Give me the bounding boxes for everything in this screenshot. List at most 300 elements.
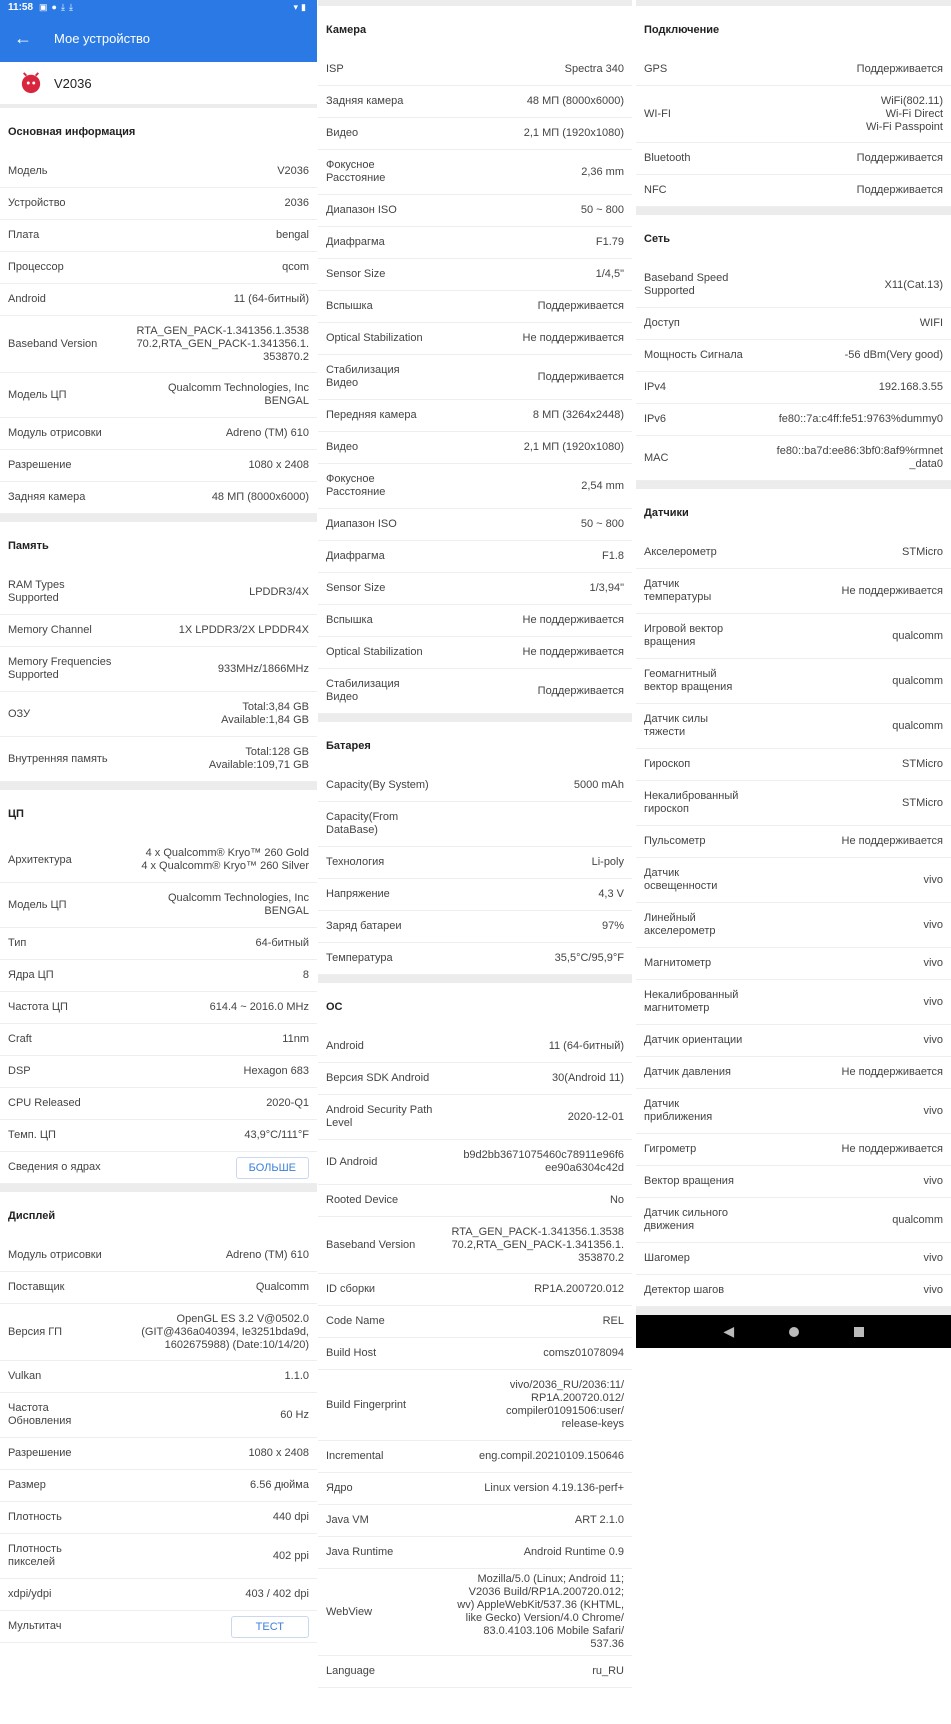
info-label: Детектор шагов xyxy=(644,1284,725,1296)
info-label: Частота Обновления xyxy=(8,1402,72,1427)
info-label: Bluetooth xyxy=(644,152,691,164)
info-row xyxy=(636,781,951,826)
info-row xyxy=(318,323,632,355)
info-row xyxy=(0,284,317,316)
device-header xyxy=(0,62,317,108)
info-value: RTA_GEN_PACK-1.341356.1.3538 70.2,RTA_GEN_PACK-1.341356.1. 353870.2 xyxy=(451,1225,624,1264)
info-label: Заряд батареи xyxy=(326,920,402,932)
info-label: CPU Released xyxy=(8,1097,81,1109)
info-value: 4 x Qualcomm® Kryo™ 260 Gold 4 x Qualcomm® Kryo™ 260 Silver xyxy=(141,847,309,872)
section-title: Основная информация xyxy=(8,126,136,138)
info-label: Capacity(By System) xyxy=(326,779,429,791)
info-value: bengal xyxy=(275,229,309,241)
info-value: Hexagon 683 xyxy=(243,1065,309,1077)
info-value: Spectra 340 xyxy=(564,63,624,75)
section-title: ЦП xyxy=(8,808,24,820)
section-connectivity xyxy=(636,6,951,207)
info-value: Li-poly xyxy=(591,856,624,868)
info-label: Стабилизация Видео xyxy=(326,678,400,703)
info-label: Memory Channel xyxy=(8,624,92,636)
info-label: Датчик освещенности xyxy=(644,867,718,892)
notification-icons: ▣●⤓⤓ xyxy=(39,1,77,12)
app-bar xyxy=(0,14,317,62)
info-label: Диафрагма xyxy=(326,550,385,562)
info-value: LPDDR3/4X xyxy=(249,585,309,598)
info-label: Вспышка xyxy=(326,614,373,626)
section-title: Подключение xyxy=(644,24,720,36)
info-value: vivo xyxy=(923,995,943,1008)
info-row xyxy=(636,537,951,569)
info-value: Поддерживается xyxy=(537,370,624,383)
info-label: Диафрагма xyxy=(326,236,385,248)
info-value: 48 МП (8000x6000) xyxy=(211,491,309,503)
info-label: Java VM xyxy=(326,1514,369,1526)
system-icons: ▾▮ xyxy=(293,1,309,12)
section-title: Сеть xyxy=(644,233,671,245)
info-value: qcom xyxy=(282,261,309,273)
info-label: ID Android xyxy=(326,1155,378,1168)
info-row xyxy=(636,175,951,207)
info-label: Стабилизация Видео xyxy=(326,364,400,389)
info-row xyxy=(636,54,951,86)
info-value: Поддерживается xyxy=(856,152,943,164)
multitouch-label: Мультитач xyxy=(8,1620,62,1632)
info-row xyxy=(318,195,632,227)
info-value: Не поддерживается xyxy=(522,332,624,344)
info-value: 8 xyxy=(302,969,309,981)
section-sensors xyxy=(636,489,951,1307)
info-label: Sensor Size xyxy=(326,268,386,280)
info-row xyxy=(636,436,951,481)
info-row xyxy=(0,1088,317,1120)
info-value: F1.8 xyxy=(601,550,624,562)
info-value: 48 МП (8000x6000) xyxy=(526,95,624,107)
info-value: 1/4,5" xyxy=(595,268,624,280)
info-label: Передняя камера xyxy=(326,409,417,421)
info-row xyxy=(0,928,317,960)
info-row xyxy=(0,373,317,418)
info-label: Диапазон ISO xyxy=(326,204,397,216)
info-label: Акселерометр xyxy=(644,546,717,558)
info-label: Разрешение xyxy=(8,459,72,471)
info-value: vivo xyxy=(923,1252,943,1264)
info-row xyxy=(0,737,317,782)
info-label: Фокусное Расстояние xyxy=(326,473,386,498)
info-label: Build Fingerprint xyxy=(326,1398,407,1411)
info-value: STMicro xyxy=(902,796,943,809)
info-row xyxy=(636,308,951,340)
info-value: 30(Android 11) xyxy=(552,1072,624,1084)
info-label: Build Host xyxy=(326,1347,377,1359)
info-label: Incremental xyxy=(326,1450,384,1462)
info-value: 64-битный xyxy=(255,937,309,949)
info-label: Линейный акселерометр xyxy=(644,912,716,937)
section-battery xyxy=(318,722,632,975)
info-label: Архитектура xyxy=(8,853,72,866)
info-label: Версия ГП xyxy=(8,1325,63,1338)
info-row xyxy=(0,1240,317,1272)
section-basic-info xyxy=(0,108,317,514)
info-value: 402 ppi xyxy=(272,1549,309,1562)
status-bar xyxy=(0,0,317,14)
info-label: Датчик давления xyxy=(644,1066,731,1078)
info-row xyxy=(0,615,317,647)
info-row xyxy=(318,432,632,464)
divider xyxy=(636,1307,951,1315)
info-value: 1X LPDDR3/2X LPDDR4X xyxy=(178,624,309,636)
info-row xyxy=(318,637,632,669)
info-row xyxy=(636,659,951,704)
info-label: Baseband Version xyxy=(326,1238,416,1251)
test-button[interactable]: ТЕСТ xyxy=(231,1616,309,1638)
section-camera xyxy=(318,6,632,714)
info-row xyxy=(318,86,632,118)
info-label: Магнитометр xyxy=(644,957,712,969)
divider xyxy=(0,782,317,790)
info-value: Linux version 4.19.136-perf+ xyxy=(484,1482,624,1494)
section-title: ОС xyxy=(326,1001,343,1013)
info-label: Диапазон ISO xyxy=(326,518,397,530)
section-memory xyxy=(0,522,317,782)
section-network xyxy=(636,215,951,481)
info-row xyxy=(0,838,317,883)
info-label: Модуль отрисовки xyxy=(8,1249,102,1261)
info-label: Language xyxy=(326,1665,375,1677)
info-label: Внутренняя память xyxy=(8,752,108,765)
info-value: F1.79 xyxy=(595,236,624,248)
column-left xyxy=(0,0,317,1643)
info-value: 933MHz/1866MHz xyxy=(217,662,309,675)
nav-recents-icon[interactable] xyxy=(854,1327,864,1337)
info-row xyxy=(636,143,951,175)
info-value: Qualcomm Technologies, Inc BENGAL xyxy=(167,382,309,407)
info-row xyxy=(318,1306,632,1338)
info-value: V2036 xyxy=(277,165,309,177)
info-row xyxy=(0,1579,317,1611)
info-value: 11nm xyxy=(282,1033,309,1045)
info-row xyxy=(636,1198,951,1243)
info-value: WiFi(802.11) Wi-Fi Direct Wi-Fi Passpoint xyxy=(865,94,943,133)
info-label: Ядра ЦП xyxy=(8,969,54,981)
section-title: Датчики xyxy=(644,507,689,519)
info-label: Android Security Path Level xyxy=(326,1104,433,1129)
info-label: Задняя камера xyxy=(326,95,404,107)
info-row xyxy=(318,464,632,509)
info-row xyxy=(0,1361,317,1393)
info-row xyxy=(318,847,632,879)
info-value: fe80::ba7d:ee86:3bf0:8af9%rmnet _data0 xyxy=(776,445,943,470)
info-label: Rooted Device xyxy=(326,1194,399,1206)
device-name: V2036 xyxy=(54,75,92,91)
info-label: xdpi/ydpi xyxy=(8,1588,52,1600)
info-label: Частота ЦП xyxy=(8,1001,68,1013)
navigation-bar xyxy=(636,1315,951,1348)
info-label: Шагомер xyxy=(644,1252,690,1264)
info-value: 1.1.0 xyxy=(284,1370,309,1382)
info-value: ru_RU xyxy=(592,1665,624,1677)
info-row xyxy=(636,86,951,143)
info-value: b9d2bb3671075460c78911e96f6 ee90a6304c42d xyxy=(463,1149,624,1174)
info-label: Плата xyxy=(8,229,40,241)
info-label: ID сборки xyxy=(326,1283,376,1295)
app-bar-title: Мое устройство xyxy=(54,30,151,46)
info-row xyxy=(636,614,951,659)
info-label: Java Runtime xyxy=(326,1546,394,1558)
info-row xyxy=(0,570,317,615)
info-label: Процессор xyxy=(8,261,64,273)
info-value: qualcomm xyxy=(892,674,943,687)
info-label: Датчик ориентации xyxy=(644,1034,743,1046)
info-value: 43,9°C/111°F xyxy=(244,1129,309,1141)
info-value: 403 / 402 dpi xyxy=(245,1588,309,1600)
info-row xyxy=(636,1166,951,1198)
nav-back-icon[interactable]: ◀ xyxy=(723,1323,735,1339)
info-value: 97% xyxy=(601,920,624,932)
info-row xyxy=(318,802,632,847)
info-label: Плотность пикселей xyxy=(8,1543,62,1568)
info-value: 440 dpi xyxy=(272,1511,309,1523)
info-value: Поддерживается xyxy=(856,63,943,75)
info-value: 1080 x 2408 xyxy=(248,1447,309,1459)
info-label: Датчик сильного движения xyxy=(644,1207,728,1232)
info-row xyxy=(636,858,951,903)
info-value: 2,1 МП (1920x1080) xyxy=(523,441,624,453)
info-value: OpenGL ES 3.2 V@0502.0 (GIT@436a040394, Ie3251bda9d, 1602675988) (Date:10/14/20) xyxy=(141,1312,309,1351)
divider xyxy=(636,481,951,489)
divider xyxy=(318,714,632,722)
info-row xyxy=(318,1274,632,1306)
info-row xyxy=(318,879,632,911)
info-value: comsz01078094 xyxy=(543,1347,624,1359)
back-arrow-icon[interactable]: ← xyxy=(14,27,32,48)
info-value: Adreno (TM) 610 xyxy=(225,1249,309,1261)
info-label: Code Name xyxy=(326,1315,385,1327)
info-label: Разрешение xyxy=(8,1447,72,1459)
info-label: Датчик силы тяжести xyxy=(644,713,709,738)
info-row xyxy=(636,372,951,404)
section-title: Камера xyxy=(326,24,367,36)
multitouch-row xyxy=(0,1611,317,1643)
info-label: Игровой вектор вращения xyxy=(644,623,724,648)
info-row xyxy=(318,509,632,541)
info-value: Total:128 GB Available:109,71 GB xyxy=(208,746,309,771)
info-label: Ядро xyxy=(326,1482,353,1494)
info-value: 35,5°C/95,9°F xyxy=(554,952,624,964)
info-value: 1080 x 2408 xyxy=(248,459,309,471)
info-row xyxy=(636,826,951,858)
info-value: Qualcomm Technologies, Inc BENGAL xyxy=(167,892,309,917)
info-label: Темп. ЦП xyxy=(8,1129,56,1141)
info-row xyxy=(0,450,317,482)
info-label: Температура xyxy=(326,952,393,964)
info-label: GPS xyxy=(644,63,668,75)
info-row xyxy=(636,569,951,614)
info-value: STMicro xyxy=(902,546,943,558)
info-row xyxy=(0,1304,317,1361)
info-label: Вспышка xyxy=(326,300,373,312)
info-value: RP1A.200720.012 xyxy=(534,1283,624,1295)
info-value: No xyxy=(609,1194,624,1206)
divider xyxy=(318,975,632,983)
info-row xyxy=(0,647,317,692)
info-label: IPv6 xyxy=(644,413,667,425)
section-cpu xyxy=(0,790,317,1152)
info-row xyxy=(0,960,317,992)
info-row xyxy=(636,1243,951,1275)
info-row xyxy=(318,1505,632,1537)
info-row xyxy=(318,1656,632,1688)
section-title: Батарея xyxy=(326,740,371,752)
info-value: Не поддерживается xyxy=(522,646,624,658)
info-label: ISP xyxy=(326,63,344,75)
info-value: -56 dBm(Very good) xyxy=(844,349,943,361)
info-row xyxy=(636,1089,951,1134)
info-label: Видео xyxy=(326,127,359,139)
info-value: 2,36 mm xyxy=(581,165,624,178)
info-row xyxy=(0,482,317,514)
info-row xyxy=(636,704,951,749)
info-label: Некалиброванный магнитометр xyxy=(644,989,739,1014)
info-value: Не поддерживается xyxy=(841,1143,943,1155)
info-value: 4,3 V xyxy=(598,888,624,900)
info-label: Задняя камера xyxy=(8,491,86,503)
info-value: 614.4 ~ 2016.0 MHz xyxy=(209,1001,309,1013)
info-value: vivo/2036_RU/2036:11/ RP1A.200720.012/ compiler01091506:user/ release-keys xyxy=(505,1379,624,1430)
info-row xyxy=(0,220,317,252)
info-label: Baseband Speed Supported xyxy=(644,272,729,297)
info-value: 2020-Q1 xyxy=(266,1097,309,1109)
info-value: Не поддерживается xyxy=(841,584,943,597)
info-value: X11(Cat.13) xyxy=(884,278,943,291)
info-value: Поддерживается xyxy=(856,184,943,196)
info-row xyxy=(0,883,317,928)
info-value: 2,1 МП (1920x1080) xyxy=(523,127,624,139)
info-value: 2036 xyxy=(284,197,309,209)
info-row xyxy=(636,263,951,308)
info-row xyxy=(318,259,632,291)
info-label: DSP xyxy=(8,1065,31,1077)
info-label: NFC xyxy=(644,184,667,196)
info-value: ART 2.1.0 xyxy=(574,1514,624,1526)
info-row xyxy=(318,541,632,573)
info-label: Версия SDK Android xyxy=(326,1072,430,1084)
more-button[interactable]: БОЛЬШЕ xyxy=(236,1157,309,1179)
info-label: MAC xyxy=(644,451,669,464)
info-value: qualcomm xyxy=(892,1213,943,1226)
info-label: Модель ЦП xyxy=(8,898,67,911)
info-value: 50 ~ 800 xyxy=(580,518,624,530)
info-value: Android Runtime 0.9 xyxy=(523,1546,624,1558)
info-row xyxy=(0,1120,317,1152)
info-row xyxy=(318,150,632,195)
info-row xyxy=(0,1502,317,1534)
info-value: vivo xyxy=(923,918,943,931)
info-label: Датчик приближения xyxy=(644,1098,713,1123)
info-label: Фокусное Расстояние xyxy=(326,159,386,184)
info-value: Не поддерживается xyxy=(522,614,624,626)
info-row xyxy=(636,948,951,980)
column-right xyxy=(636,0,951,1348)
info-value: 6.56 дюйма xyxy=(250,1479,309,1491)
info-row xyxy=(318,1063,632,1095)
column-middle xyxy=(318,0,632,1688)
info-row xyxy=(636,1134,951,1166)
info-value: 5000 mAh xyxy=(573,779,624,791)
info-value: qualcomm xyxy=(892,629,943,642)
info-value: 8 МП (3264x2448) xyxy=(532,409,624,421)
info-value: Поддерживается xyxy=(537,300,624,312)
info-row xyxy=(0,1024,317,1056)
info-row xyxy=(318,573,632,605)
info-value: vivo xyxy=(923,873,943,886)
info-row xyxy=(318,227,632,259)
info-row xyxy=(318,669,632,714)
status-time: 11:58 xyxy=(8,1,34,13)
section-title: Память xyxy=(8,540,49,552)
info-label: RAM Types Supported xyxy=(8,579,65,604)
info-row xyxy=(0,1438,317,1470)
info-row xyxy=(318,1370,632,1441)
info-label: Плотность xyxy=(8,1511,62,1523)
info-row xyxy=(0,1272,317,1304)
info-row xyxy=(318,1140,632,1185)
info-value: vivo xyxy=(923,1284,943,1296)
info-row xyxy=(636,980,951,1025)
info-value: vivo xyxy=(923,957,943,969)
section-os xyxy=(318,983,632,1688)
info-label: Гироскоп xyxy=(644,758,691,770)
info-value: qualcomm xyxy=(892,719,943,732)
info-row xyxy=(636,404,951,436)
nav-home-icon[interactable] xyxy=(789,1327,799,1337)
info-value: 2020-12-01 xyxy=(567,1110,624,1123)
info-value: vivo xyxy=(923,1104,943,1117)
info-row xyxy=(636,749,951,781)
info-label: WI-FI xyxy=(644,107,671,120)
info-label: Memory Frequencies Supported xyxy=(8,656,112,681)
info-value: vivo xyxy=(923,1175,943,1187)
info-row xyxy=(318,605,632,637)
info-label: Напряжение xyxy=(326,888,390,900)
info-row xyxy=(318,400,632,432)
info-value: Qualcomm xyxy=(255,1281,309,1293)
info-row xyxy=(318,1095,632,1140)
info-row xyxy=(636,1057,951,1089)
info-label: Baseband Version xyxy=(8,337,98,350)
info-row xyxy=(0,316,317,373)
section-display xyxy=(0,1192,317,1611)
info-value: STMicro xyxy=(902,758,943,770)
section-title: Дисплей xyxy=(8,1210,56,1222)
cores-info-row xyxy=(0,1152,317,1184)
info-label: Тип xyxy=(8,937,27,949)
info-value: REL xyxy=(602,1315,624,1327)
info-value: Поддерживается xyxy=(537,684,624,697)
info-label: Android xyxy=(326,1040,364,1052)
info-label: Датчик температуры xyxy=(644,578,712,603)
info-label: Пульсометр xyxy=(644,835,706,847)
info-row xyxy=(0,252,317,284)
info-label: Доступ xyxy=(644,317,680,329)
info-row xyxy=(636,340,951,372)
info-row xyxy=(318,911,632,943)
info-value: WIFI xyxy=(919,317,943,329)
info-label: Некалиброванный гироскоп xyxy=(644,790,739,815)
info-value: 1/3,94" xyxy=(589,582,624,594)
info-value: 192.168.3.55 xyxy=(878,381,943,393)
info-value: Total:3,84 GB Available:1,84 GB xyxy=(221,701,309,726)
info-value: 2,54 mm xyxy=(581,479,624,492)
